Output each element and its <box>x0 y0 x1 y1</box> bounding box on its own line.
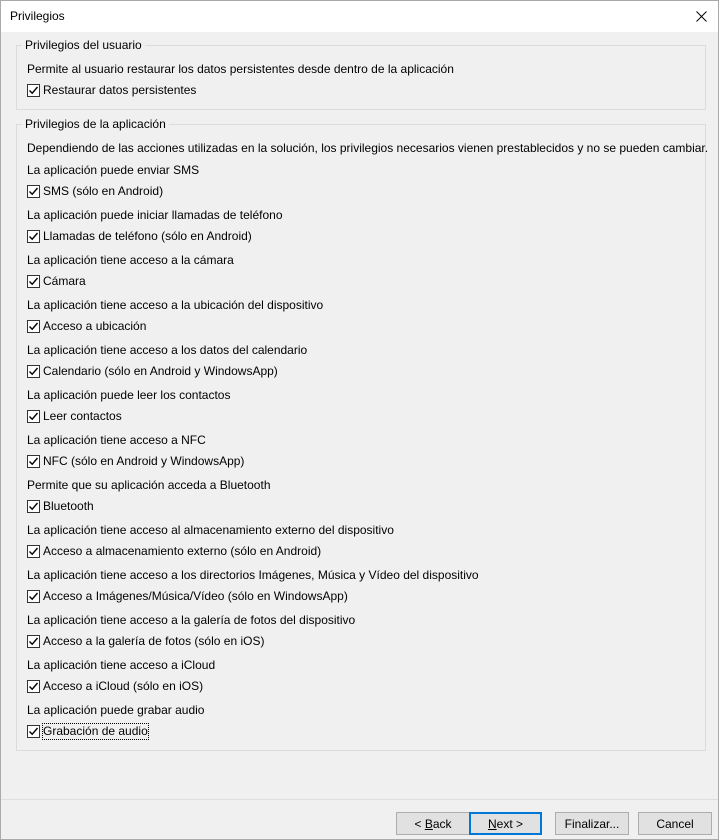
privilege-description: La aplicación puede leer los contactos <box>27 388 231 402</box>
check-icon <box>28 85 39 96</box>
privilege-checkbox[interactable] <box>27 319 146 334</box>
privilege-checkbox[interactable] <box>27 364 278 379</box>
checkbox-label: Llamadas de teléfono (sólo en Android) <box>43 229 252 243</box>
privilege-description: La aplicación tiene acceso a la ubicación del dispositivo <box>27 298 324 312</box>
app-privileges-legend: Privilegios de la aplicación <box>22 117 169 132</box>
finish-button[interactable]: Finalizar... <box>555 812 629 835</box>
checkbox-label: Leer contactos <box>43 409 122 423</box>
privilege-description: La aplicación tiene acceso al almacenamiento externo del dispositivo <box>27 523 394 537</box>
check-icon <box>28 366 39 377</box>
privilege-description: La aplicación tiene acceso a los directorios Imágenes, Música y Vídeo del dispositivo <box>27 568 479 582</box>
user-privileges-description: Permite al usuario restaurar los datos persistentes desde dentro de la aplicación <box>27 62 454 76</box>
privilege-description: La aplicación tiene acceso a los datos del calendario <box>27 343 308 357</box>
checkbox-label: Acceso a iCloud (sólo en iOS) <box>43 679 204 693</box>
footer-divider <box>1 799 718 800</box>
title-bar <box>1 1 718 32</box>
user-privileges-group <box>16 38 706 110</box>
restore-persistent-data-checkbox[interactable] <box>27 83 196 98</box>
privilege-checkbox[interactable] <box>27 184 163 199</box>
checkbox-box[interactable] <box>27 680 40 693</box>
check-icon <box>28 636 39 647</box>
privilege-description: La aplicación tiene acceso a la galería de fotos del dispositivo <box>27 613 356 627</box>
checkbox-box[interactable] <box>27 635 40 648</box>
privilege-description: Permite que su aplicación acceda a Bluetooth <box>27 478 271 492</box>
checkbox-label: Acceso a almacenamiento externo (sólo en Android) <box>43 544 322 558</box>
checkbox-label: Acceso a la galería de fotos (sólo en iOS) <box>43 634 265 648</box>
privilege-checkbox[interactable] <box>27 589 348 604</box>
check-icon <box>28 321 39 332</box>
privilege-checkbox[interactable] <box>27 229 252 244</box>
privilege-checkbox[interactable] <box>27 454 244 469</box>
back-button-mnemonic: B <box>424 816 433 831</box>
checkbox-box[interactable] <box>27 545 40 558</box>
checkbox-box[interactable] <box>27 185 40 198</box>
check-icon <box>28 411 39 422</box>
checkbox-box[interactable] <box>27 230 40 243</box>
checkbox-box[interactable] <box>27 84 40 97</box>
next-button-label: ext > <box>496 816 524 831</box>
checkbox-label: Restaurar datos persistentes <box>43 83 197 97</box>
close-button[interactable] <box>684 1 718 32</box>
privilege-description: La aplicación puede grabar audio <box>27 703 205 717</box>
privilege-checkbox[interactable] <box>27 724 148 739</box>
privilege-checkbox[interactable] <box>27 544 321 559</box>
privilege-description: La aplicación tiene acceso a la cámara <box>27 253 234 267</box>
checkbox-box[interactable] <box>27 410 40 423</box>
checkbox-box[interactable] <box>27 725 40 738</box>
back-button[interactable] <box>396 812 470 835</box>
privilege-description: La aplicación puede enviar SMS <box>27 163 200 177</box>
user-privileges-legend: Privilegios del usuario <box>22 38 145 53</box>
privilege-checkbox[interactable] <box>27 274 86 289</box>
back-button-label: ack <box>432 816 452 831</box>
checkbox-box[interactable] <box>27 365 40 378</box>
checkbox-label: NFC (sólo en Android y WindowsApp) <box>43 454 245 468</box>
check-icon <box>28 681 39 692</box>
checkbox-box[interactable] <box>27 455 40 468</box>
checkbox-label: Calendario (sólo en Android y WindowsApp) <box>43 364 278 378</box>
check-icon <box>28 231 39 242</box>
back-button-prefix: < <box>414 816 425 831</box>
privilege-description: La aplicación puede iniciar llamadas de teléfono <box>27 208 283 222</box>
checkbox-label: Bluetooth <box>43 499 94 513</box>
privilege-checkbox[interactable] <box>27 499 94 514</box>
check-icon <box>28 276 39 287</box>
privilege-description: La aplicación tiene acceso a NFC <box>27 433 206 447</box>
privilege-checkbox[interactable] <box>27 634 264 649</box>
privilege-checkbox[interactable] <box>27 679 203 694</box>
checkbox-box[interactable] <box>27 590 40 603</box>
check-icon <box>28 186 39 197</box>
next-button[interactable] <box>469 812 542 835</box>
close-icon <box>696 11 707 22</box>
checkbox-label: Acceso a ubicación <box>43 319 147 333</box>
checkbox-label: Grabación de audio <box>43 724 148 738</box>
privilege-checkbox[interactable] <box>27 409 122 424</box>
window-title: Privilegios <box>10 9 65 23</box>
app-privileges-intro: Dependiendo de las acciones utilizadas en la solución, los privilegios necesarios vienen prestablecidos y no se pueden cambiar. <box>27 141 709 155</box>
checkbox-label: Cámara <box>43 274 86 288</box>
privilege-description: La aplicación tiene acceso a iCloud <box>27 658 216 672</box>
check-icon <box>28 726 39 737</box>
checkbox-box[interactable] <box>27 500 40 513</box>
check-icon <box>28 456 39 467</box>
check-icon <box>28 501 39 512</box>
check-icon <box>28 591 39 602</box>
check-icon <box>28 546 39 557</box>
next-button-mnemonic: N <box>487 816 497 831</box>
checkbox-box[interactable] <box>27 275 40 288</box>
checkbox-label: Acceso a Imágenes/Música/Vídeo (sólo en WindowsApp) <box>43 589 348 603</box>
checkbox-box[interactable] <box>27 320 40 333</box>
cancel-button[interactable]: Cancel <box>638 812 712 835</box>
checkbox-label: SMS (sólo en Android) <box>43 184 164 198</box>
